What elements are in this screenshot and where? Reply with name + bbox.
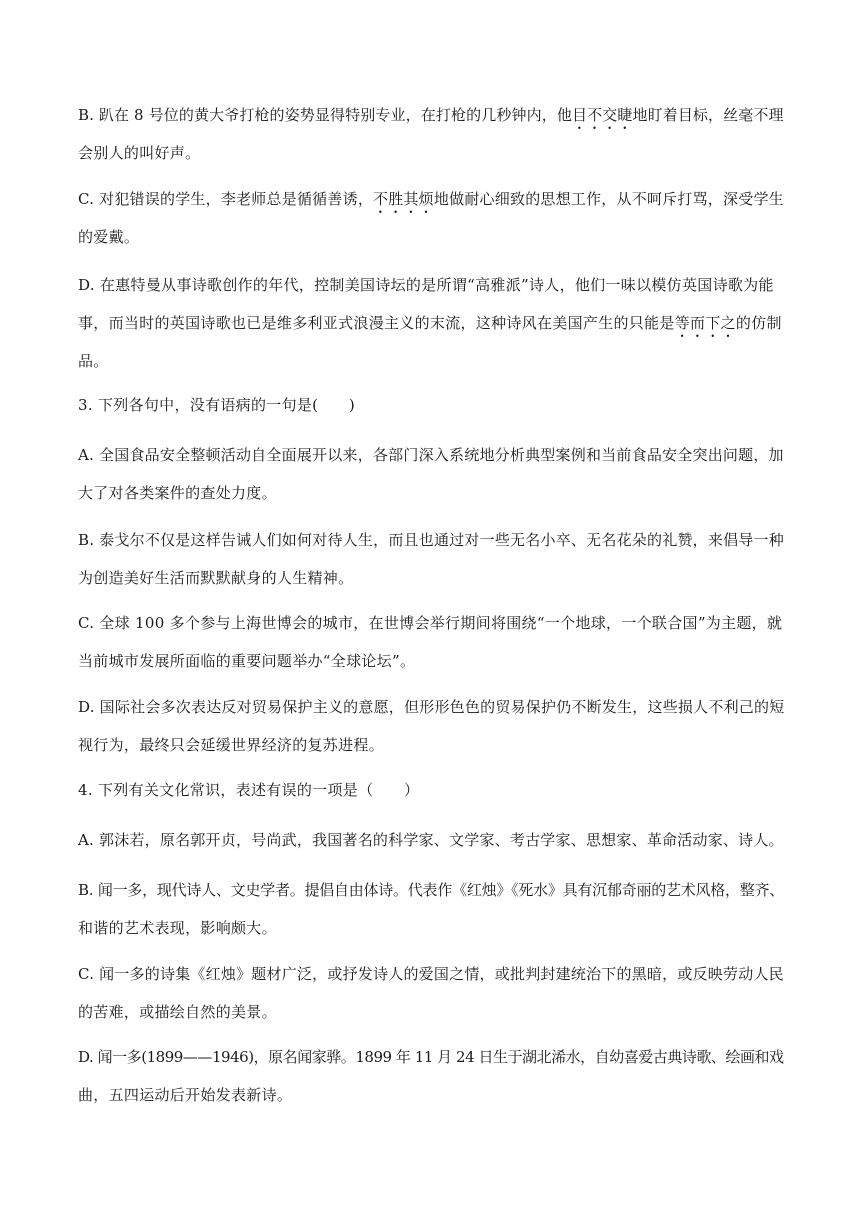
option-a-q4: A. 郭沫若，原名郭开贞，号尚武，我国著名的科学家、文学家、考古学家、思想家、革命活动家、诗人。 [78,831,784,849]
option-b-q4: B. 闻一多，现代诗人、文史学者。提倡自由体诗。代表作《红烛》《死水》具有沉郁奇丽的艺术风格，整齐、 和谐的艺术表现，影响颇大。 [78,881,785,937]
emphasized-idiom: 不胜其烦 [373,190,434,208]
option-d-q2: D. 在惠特曼从事诗歌创作的年代，控制美国诗坛的是所谓“高雅派”诗人，他们一味以模仿英国诗歌为能 事，而当时的英国诗歌也已是维多利亚式浪漫主义的末流，这种诗风在美国产生的只能是等而下之的仿制 品。 [78,276,782,370]
option-b-q2: B. 趴在 8 号位的黄大爷打枪的姿势显得特别专业，在打枪的几秒钟内，他目不交睫地盯着目标，丝毫不理 会别人的叫好声。 [78,106,784,162]
option-d-q4: D. 闻一多(1899——1946)，原名闻家骅。1899 年 11 月 24 日生于湖北浠水，自幼喜爱古典诗歌、绘画和戏 曲，五四运动后开始发表新诗。 [78,1048,784,1104]
emphasized-idiom: 目不交睫 [571,106,633,124]
option-c-q2: C. 对犯错误的学生，李老师总是循循善诱，不胜其烦地做耐心细致的思想工作，从不呵斥打骂，深受学生 的爱戴。 [78,190,784,246]
question-3: 3. 下列各句中，没有语病的一句是( ) [78,396,356,414]
option-b-q3: B. 泰戈尔不仅是这样告诫人们如何对待人生，而且也通过对一些无名小卒、无名花朵的礼赞，来倡导一种 为创造美好生活而默默献身的人生精神。 [78,531,784,587]
option-d-q3: D. 国际社会多次表达反对贸易保护主义的意愿，但形形色色的贸易保护仍不断发生，这些损人不利己的短 视行为，最终只会延缓世界经济的复苏进程。 [78,698,785,754]
option-a-q3: A. 全国食品安全整顿活动自全面展开以来，各部门深入系统地分析典型案例和当前食品安全突出问题，加 大了对各类案件的查处力度。 [78,446,784,502]
question-4: 4. 下列有关文化常识，表述有误的一项是（ ） [78,781,420,799]
option-c-q4: C. 闻一多的诗集《红烛》题材广泛，或抒发诗人的爱国之情，或批判封建统治下的黑暗，或反映劳动人民 的苦难，或描绘自然的美景。 [78,965,784,1021]
emphasized-idiom: 等而下之 [674,314,736,332]
option-c-q3: C. 全球 100 多个参与上海世博会的城市，在世博会举行期间将围绕“一个地球，一个联合国”为主题，就 当前城市发展所面临的重要问题举办“全球论坛”。 [78,614,783,670]
